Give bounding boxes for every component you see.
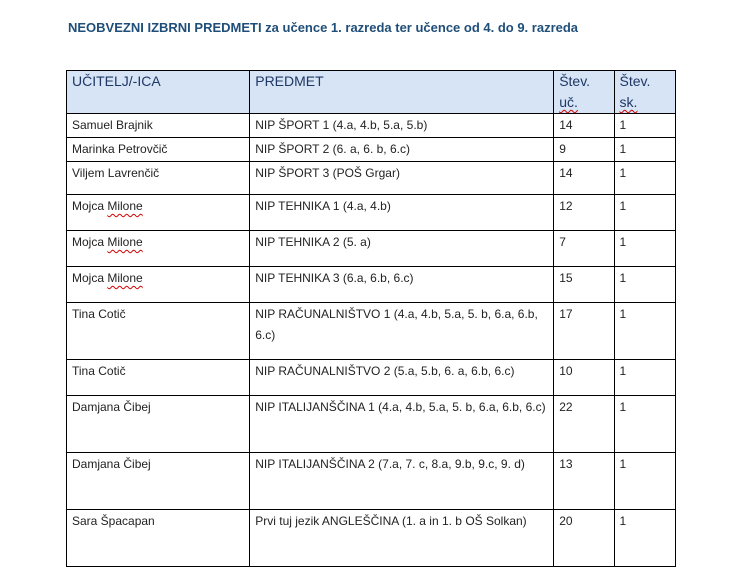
cell-students: 13: [554, 453, 614, 510]
teacher-surname: Milone: [107, 235, 143, 249]
cell-groups: 1: [614, 267, 675, 303]
table-row: [67, 453, 676, 510]
teacher-name: Samuel Brajnik: [72, 118, 153, 132]
teacher-surname: Milone: [107, 199, 143, 213]
cell-subject: NIP TEHNIKA 3 (6.a, 6.b, 6.c): [250, 267, 554, 303]
cell-students: 9: [554, 138, 614, 162]
cell-teacher: [67, 267, 250, 303]
table-row: [67, 195, 676, 231]
cell-groups: 1: [614, 114, 675, 138]
cell-groups: 1: [614, 138, 675, 162]
teacher-name: Mojca: [72, 271, 108, 285]
teacher-name: Marinka Petrovčič: [72, 142, 168, 156]
teacher-name: Sara Špacapan: [72, 514, 155, 528]
cell-students: 7: [554, 231, 614, 267]
cell-subject: NIP TEHNIKA 1 (4.a, 4.b): [250, 195, 554, 231]
cell-teacher: [67, 303, 250, 360]
page-title: NEOBVEZNI IZBRNI PREDMETI za učence 1. razreda ter učence od 4. do 9. razreda: [68, 20, 579, 35]
cell-teacher: [67, 396, 250, 453]
cell-teacher: [67, 138, 250, 162]
cell-groups: 1: [614, 303, 675, 360]
cell-subject: NIP ITALIJANŠČINA 1 (4.a, 4.b, 5.a, 5. b, 6.a, 6.b, 6.c): [250, 396, 554, 453]
table-row: [67, 510, 676, 567]
cell-teacher: [67, 195, 250, 231]
col-header-teacher: UČITELJ/-ICA: [67, 71, 250, 114]
cell-groups: 1: [614, 453, 675, 510]
cell-students: 14: [554, 162, 614, 195]
cell-students: 14: [554, 114, 614, 138]
teacher-name: Viljem Lavrenčič: [72, 166, 160, 180]
col-header-groups-suffix: sk.: [619, 94, 638, 110]
cell-students: 22: [554, 396, 614, 453]
cell-groups: 1: [614, 360, 675, 396]
cell-teacher: [67, 360, 250, 396]
col-header-students: [554, 71, 614, 114]
table-row: [67, 231, 676, 267]
cell-groups: 1: [614, 231, 675, 267]
col-header-groups: [614, 71, 675, 114]
cell-teacher: [67, 114, 250, 138]
table-header-row: [67, 71, 676, 114]
teacher-name: Damjana Čibej: [72, 400, 151, 414]
subjects-table: [66, 70, 676, 567]
cell-groups: 1: [614, 510, 675, 567]
cell-subject: Prvi tuj jezik ANGLEŠČINA (1. a in 1. b OŠ Solkan): [250, 510, 554, 567]
table-row: [67, 396, 676, 453]
cell-teacher: [67, 453, 250, 510]
teacher-name: Mojca: [72, 199, 108, 213]
cell-students: 12: [554, 195, 614, 231]
cell-teacher: [67, 162, 250, 195]
cell-groups: 1: [614, 195, 675, 231]
teacher-name: Tina Cotič: [72, 364, 126, 378]
cell-subject: NIP ITALIJANŠČINA 2 (7.a, 7. c, 8.a, 9.b, 9.c, 9. d): [250, 453, 554, 510]
cell-groups: 1: [614, 162, 675, 195]
table-row: [67, 267, 676, 303]
teacher-name: Mojca: [72, 235, 108, 249]
table-row: [67, 114, 676, 138]
cell-subject: NIP ŠPORT 3 (POŠ Grgar): [250, 162, 554, 195]
teacher-name: Tina Cotič: [72, 307, 126, 321]
table-row: [67, 162, 676, 195]
col-header-subject: PREDMET: [250, 71, 554, 114]
table-row: [67, 138, 676, 162]
table-row: [67, 360, 676, 396]
cell-students: 20: [554, 510, 614, 567]
col-header-groups-prefix: Štev.: [619, 73, 651, 89]
cell-teacher: [67, 231, 250, 267]
cell-students: 17: [554, 303, 614, 360]
cell-subject: NIP TEHNIKA 2 (5. a): [250, 231, 554, 267]
col-header-students-prefix: Štev.: [559, 73, 591, 89]
cell-groups: 1: [614, 396, 675, 453]
cell-teacher: [67, 510, 250, 567]
col-header-students-suffix: uč.: [559, 94, 578, 110]
cell-subject: NIP RAČUNALNIŠTVO 1 (4.a, 4.b, 5.a, 5. b, 6.a, 6.b, 6.c): [250, 303, 554, 360]
teacher-name: Damjana Čibej: [72, 457, 151, 471]
cell-subject: NIP ŠPORT 1 (4.a, 4.b, 5.a, 5.b): [250, 114, 554, 138]
cell-subject: NIP ŠPORT 2 (6. a, 6. b, 6.c): [250, 138, 554, 162]
cell-students: 10: [554, 360, 614, 396]
table-row: [67, 303, 676, 360]
teacher-surname: Milone: [107, 271, 143, 285]
cell-students: 15: [554, 267, 614, 303]
cell-subject: NIP RAČUNALNIŠTVO 2 (5.a, 5.b, 6. a, 6.b, 6.c): [250, 360, 554, 396]
